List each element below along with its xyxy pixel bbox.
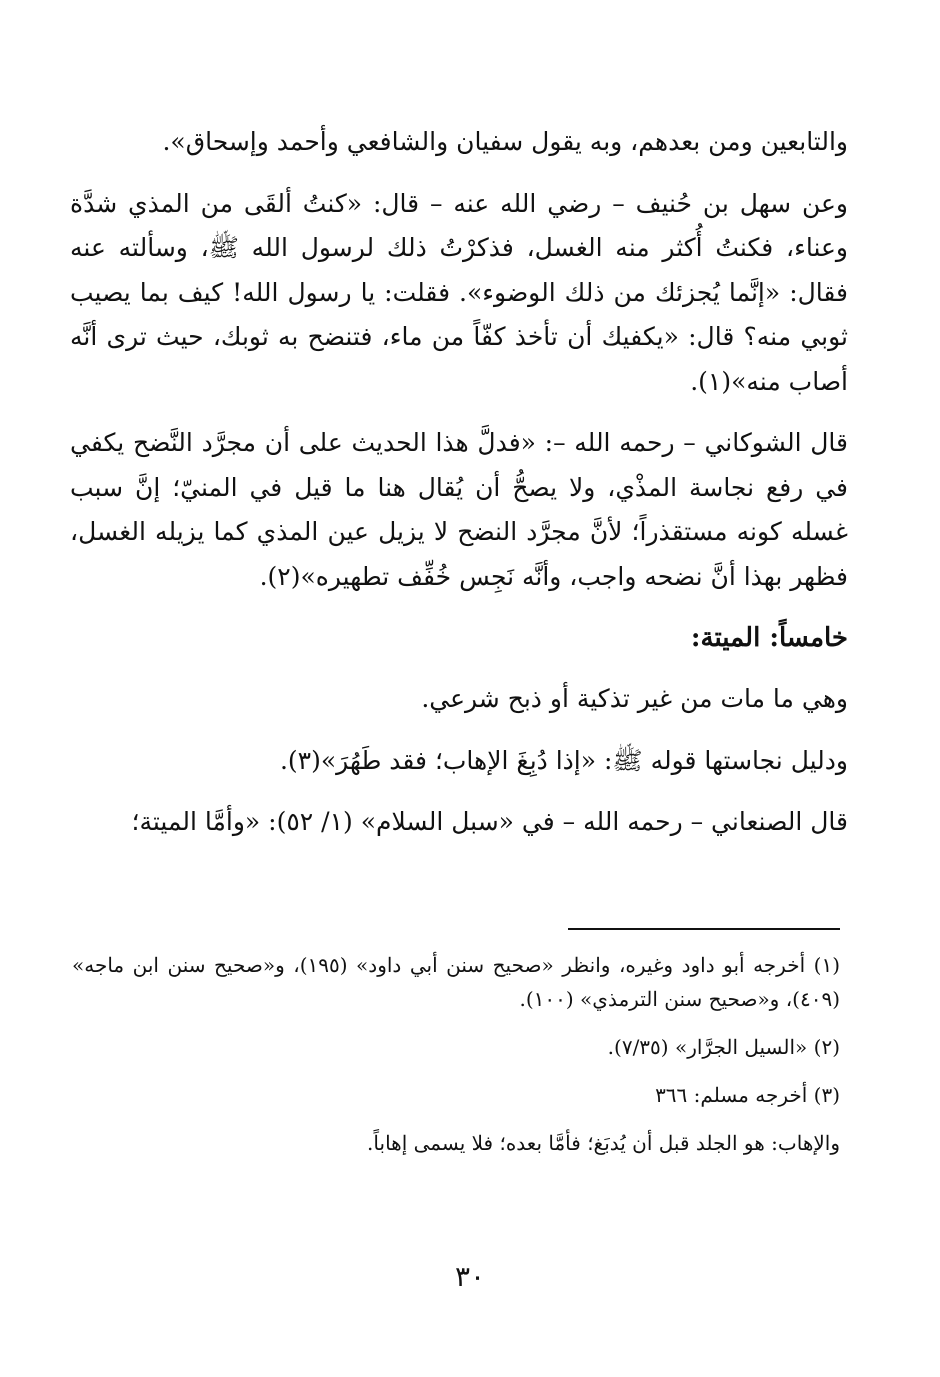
paragraph-sanani-quote: قال الصنعاني – رحمه الله – في «سبل السلام» (١/ ٥٢): «وأمَّا الميتة؛: [131, 807, 848, 836]
main-text: [70, 120, 848, 862]
footnotes: [72, 948, 840, 1174]
paragraph-sahl-hadith: وعن سهل بن حُنيف – رضي الله عنه – قال: «كنتُ ألقَى من المذي شدَّة وعناء، فكنتُ أُكثر منه الغسل، فذكرْتُ ذلك لرسول الله ﷺ، وسألته عنه فقال: «إنَّما يُجزئك من ذلك الوضوء». فقلت: يا رسول الله! كيف بما يصيب ثوبي منه؟ قال: «يكفيك أن تأخذ كفّاً من ماء، فتنضح به ثوبك، حيث ترى أنَّه أصاب منه»(١).: [70, 188, 848, 396]
paragraph-definition: وهي ما مات من غير تذكية أو ذبح شرعي.: [421, 684, 848, 713]
page-number: ٣٠: [454, 1260, 486, 1293]
paragraph-evidence: ودليل نجاستها قوله ﷺ: «إذا دُبِغَ الإهاب؛ فقد طَهُرَ»(٣).: [279, 745, 848, 775]
footnote-separator: [568, 928, 840, 930]
footnote-2: (٢) «السيل الجرَّار» (٧/٣٥).: [607, 1035, 840, 1059]
paragraph-shawkani-quote: قال الشوكاني – رحمه الله –: «فدلَّ هذا الحديث على أن مجرَّد النَّضح يكفي في رفع نجاسة المذْي، ولا يصحُّ أن يُقال هنا ما قيل في المنيّ؛ إنَّ سبب غسله كونه مستقذراً؛ لأنَّ مجرَّد النضح لا يزيل عين المذي كما يزيله الغسل، فظهر بهذا أنَّ نضحه واجب، وأنَّه نَجِس خُفِّف تطهيره»(٢).: [70, 428, 848, 591]
paragraph-continuation: والتابعين ومن بعدهم، وبه يقول سفيان والشافعي وأحمد وإسحاق».: [162, 127, 848, 156]
section-heading-carrion: خامساً: الميتة:: [690, 623, 848, 653]
footnote-3: (٣) أخرجه مسلم: ٣٦٦: [655, 1083, 840, 1107]
footnote-3-note: والإهاب: هو الجلد قبل أن يُدبَغ؛ فأمَّا بعده؛ فلا يسمى إهاباً.: [367, 1131, 840, 1155]
footnote-1: (١) أخرجه أبو داود وغيره، وانظر «صحيح سنن أبي داود» (١٩٥)، و«صحيح سنن ابن ماجه» (٤٠٩)، و«صحيح سنن الترمذي» (١٠٠).: [72, 953, 840, 1011]
